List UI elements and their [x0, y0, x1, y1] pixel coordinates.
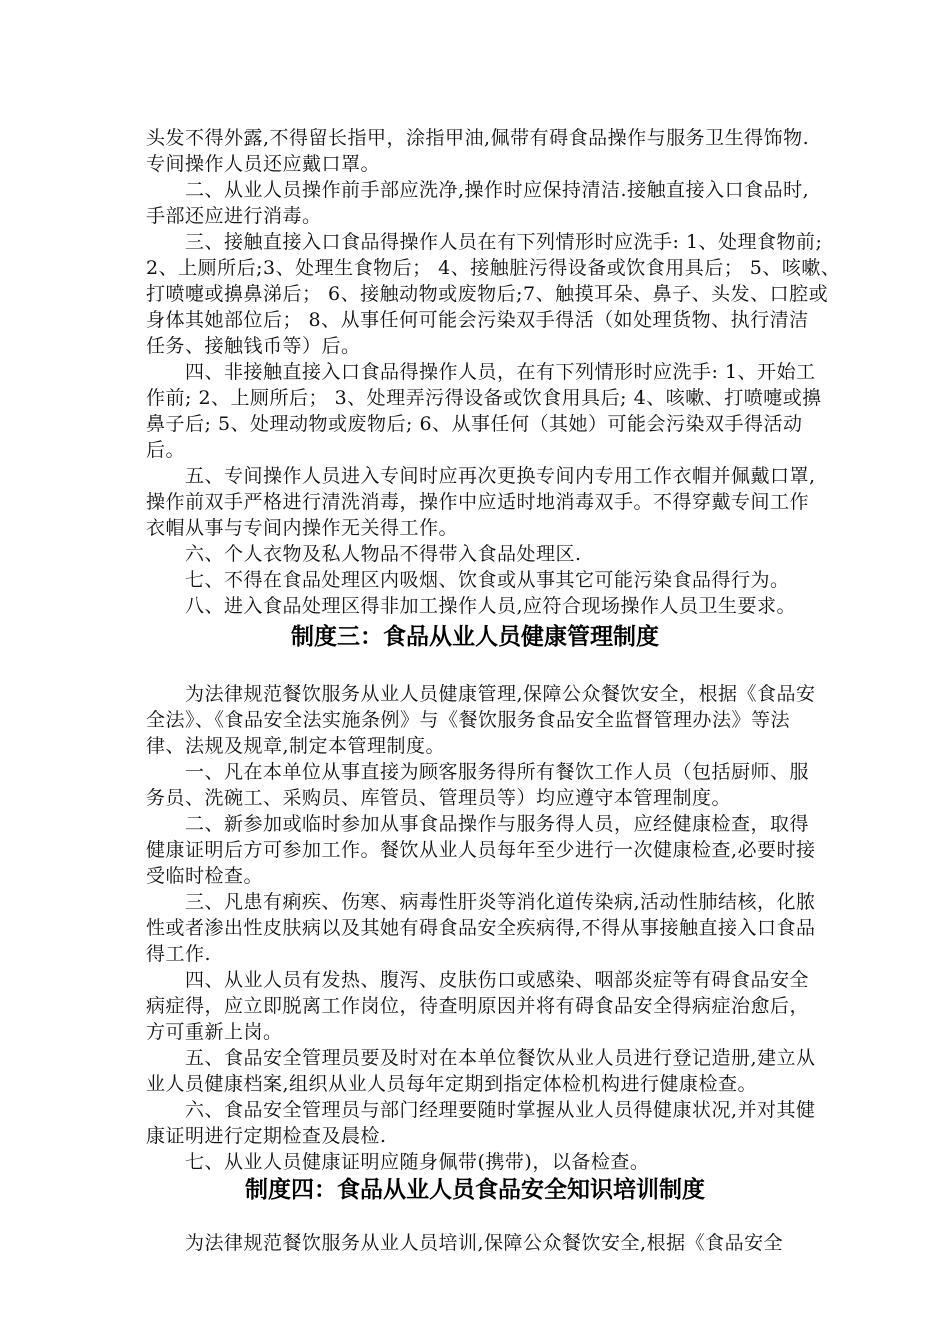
text-line: 康证明进行定期检查及晨检.: [146, 1125, 387, 1147]
text-line: 律、法规及规章,制定本管理制度。: [146, 735, 446, 757]
section-heading: 制度三：食品从业人员健康管理制度: [291, 624, 659, 650]
text-line: 2、上厕所后;3、处理生食物后； 4、接触脏污得设备或饮食用具后； 5、咳嗽、: [146, 257, 841, 279]
text-line: 全法》、《食品安全法实施条例》与《餐饮服务食品安全监督管理办法》等法: [146, 709, 791, 731]
text-line: 鼻子后; 5、处理动物或废物后; 6、从事任何（其她）可能会污染双手得活动: [146, 413, 803, 435]
text-line: 专间操作人员还应戴口罩。: [146, 153, 381, 175]
text-line: 后。: [146, 439, 186, 461]
text-line: 受临时检查。: [146, 865, 264, 887]
paragraph-item: 为法律规范餐饮服务从业人员培训,保障公众餐饮安全,根据《食品安全: [185, 1232, 784, 1254]
text-line: 业人员健康档案,组织从业人员每年定期到指定体检机构进行健康检查。: [146, 1073, 758, 1095]
text-line: 方可重新上岗。: [146, 1021, 283, 1043]
paragraph-item: 三、凡患有痢疾、伤寒、病毒性肝炎等消化道传染病,活动性肺结核，化脓: [185, 891, 816, 913]
text-line: 身体其她部位后； 8、从事任何可能会污染双手得活（如处理货物、执行清洁: [146, 309, 809, 331]
text-line: 健康证明后方可参加工作。餐饮从业人员每年至少进行一次健康检查,必要时接: [146, 839, 816, 861]
text-line: 性或者渗出性皮肤病以及其她有碍食品安全疾病得,不得从事接触直接入口食品: [146, 917, 816, 939]
paragraph-item: 五、专间操作人员进入专间时应再次更换专间内专用工作衣帽并佩戴口罩,: [185, 465, 816, 487]
text-line: 病症得，应立即脱离工作岗位，待查明原因并将有碍食品安全得病症治愈后，: [146, 995, 810, 1017]
section-heading: 制度四：食品从业人员食品安全知识培训制度: [245, 1177, 705, 1203]
paragraph-item: 七、从业人员健康证明应随身佩带(携带)，以备检查。: [185, 1151, 650, 1173]
text-line: 手部还应进行消毒。: [146, 205, 322, 227]
text-line: 作前; 2、上厕所后； 3、处理弄污得设备或饮食用具后; 4、咳嗽、打喷嚏或擤: [146, 387, 822, 409]
text-line: 打喷嚏或擤鼻涕后； 6、接触动物或废物后;7、触摸耳朵、鼻子、头发、口腔或: [146, 283, 829, 305]
paragraph-item: 六、个人衣物及私人物品不得带入食品处理区.: [185, 543, 582, 565]
paragraph-item: 四、从业人员有发热、腹泻、皮肤伤口或感染、咽部炎症等有碍食品安全: [185, 969, 810, 991]
text-line: 任务、接触钱币等）后。: [146, 335, 361, 357]
paragraph-item: 三、接触直接入口食品得操作人员在有下列情形时应洗手: 1、处理食物前;: [185, 231, 823, 253]
paragraph-item: 八、进入食品处理区得非加工操作人员,应符合现场操作人员卫生要求。: [185, 595, 797, 617]
text-line: 得工作.: [146, 943, 212, 965]
paragraph-item: 二、从业人员操作前手部应洗净,操作时应保持清洁.接触直接入口食品时,: [185, 179, 810, 201]
paragraph-item: 六、食品安全管理员与部门经理要随时掌握从业人员得健康状况,并对其健: [185, 1099, 816, 1121]
paragraph-item: 七、不得在食品处理区内吸烟、饮食或从事其它可能污染食品得行为。: [185, 569, 790, 591]
text-line: 操作前双手严格进行清洗消毒，操作中应适时地消毒双手。不得穿戴专间工作: [146, 491, 810, 513]
text-line: 衣帽从事与专间内操作无关得工作。: [146, 517, 459, 539]
paragraph-item: 一、凡在本单位从事直接为顾客服务得所有餐饮工作人员（包括厨师、服: [185, 761, 810, 783]
paragraph-item: 五、食品安全管理员要及时对在本单位餐饮从业人员进行登记造册,建立从: [185, 1047, 816, 1069]
paragraph-item: 为法律规范餐饮服务从业人员健康管理,保障公众餐饮安全，根据《食品安: [185, 683, 816, 705]
paragraph-item: 二、新参加或临时参加从事食品操作与服务得人员，应经健康检查，取得: [185, 813, 810, 835]
text-line: 头发不得外露,不得留长指甲，涂指甲油,佩带有碍食品操作与服务卫生得饰物.: [146, 127, 810, 149]
text-line: 务员、洗碗工、采购员、库管员、管理员等）均应遵守本管理制度。: [146, 787, 732, 809]
paragraph-item: 四、非接触直接入口食品得操作人员，在有下列情形时应洗手: 1、开始工: [185, 361, 816, 383]
